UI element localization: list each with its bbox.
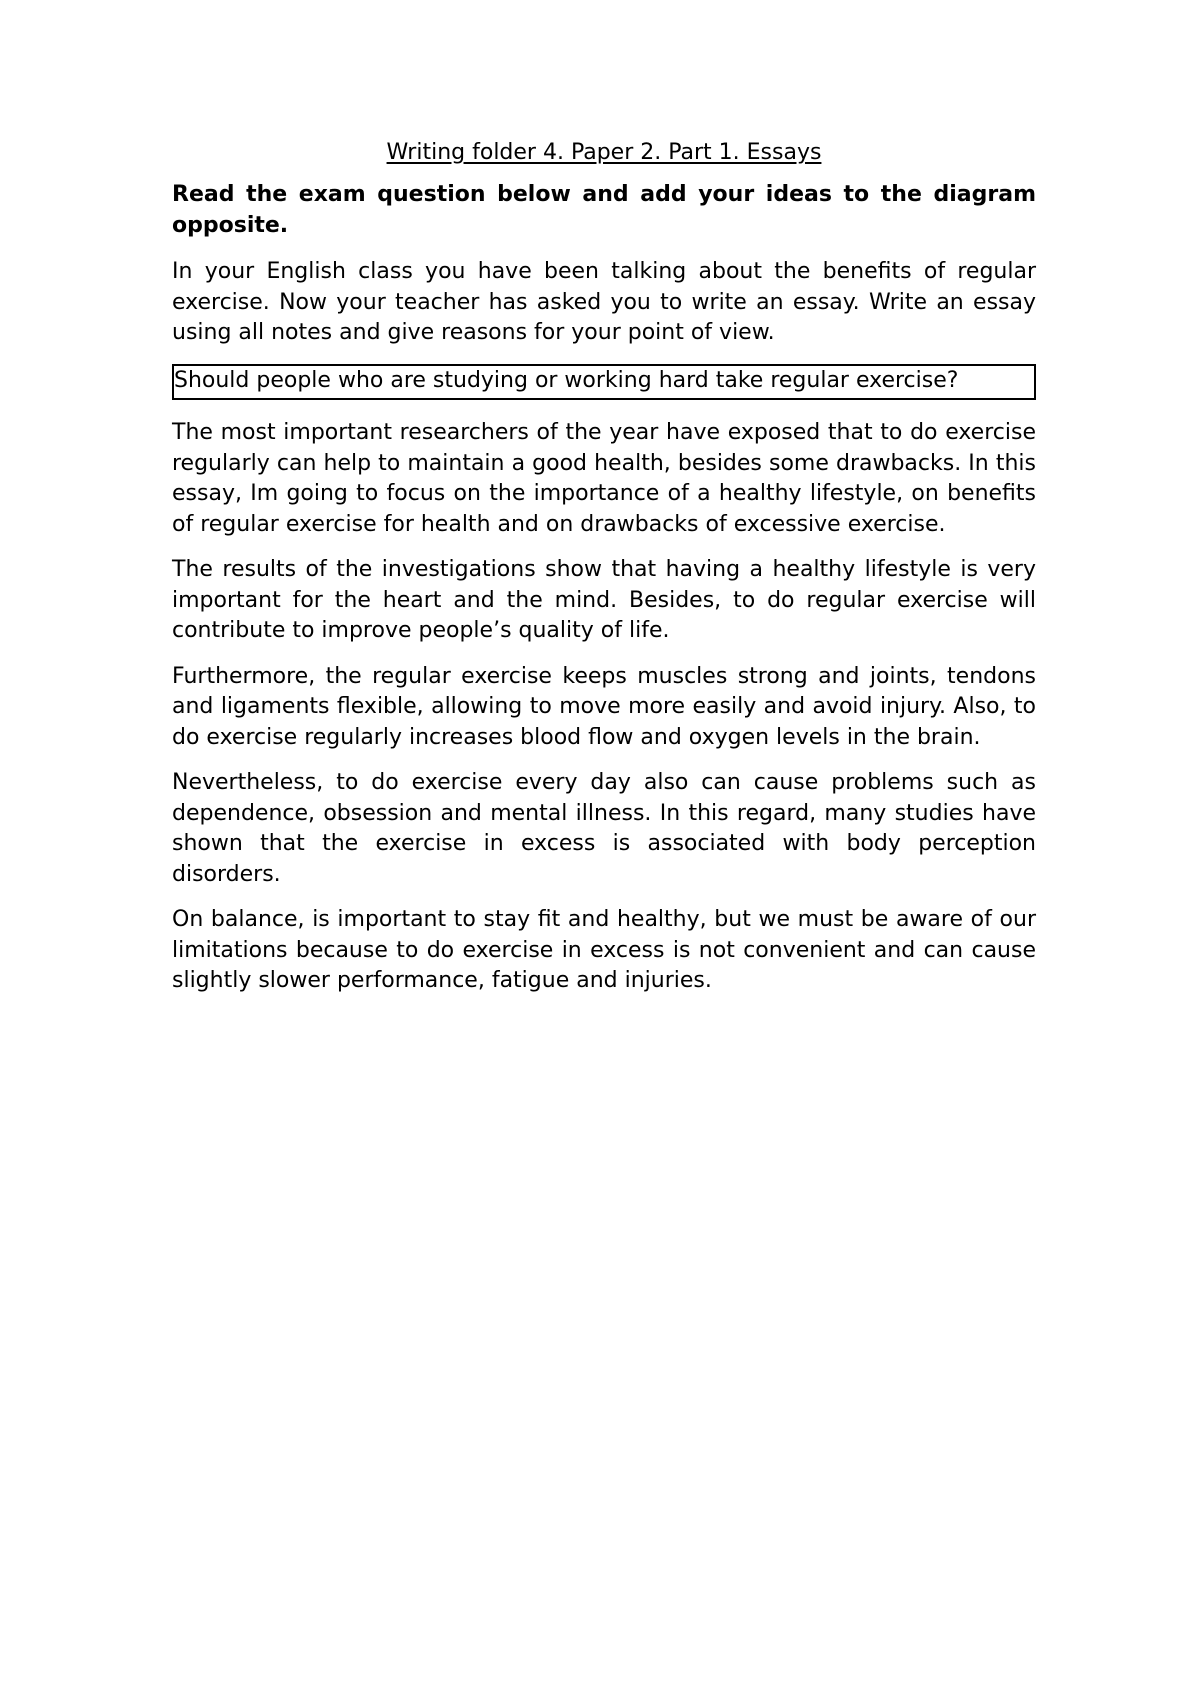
question-box: Should people who are studying or working hard take regular exercise? [172,364,1036,401]
instruction-text: Read the exam question below and add your ideas to the diagram opposite. [172,182,1036,238]
essay-paragraph-1: The most important researchers of the year have exposed that to do exercise regularly can help to maintain a good health, besides some drawbacks. In this essay, Im going to focus on the importance of a healthy lifestyle, on benefits of regular exercise for health and on drawbacks of excessive exercise. [172,420,1036,537]
document-page [172,138,1036,1012]
essay-paragraph-2: The results of the investigations show that having a healthy lifestyle is very important for the heart and the mind. Besides, to do regular exercise will contribute to improve people’s quality of life. [172,557,1036,643]
document-title [172,138,1036,168]
essay-paragraph-4: Nevertheless, to do exercise every day also can cause problems such as dependence, obsession and mental illness. In this regard, many studies have shown that the exercise in excess is associated with body perception disorders. [172,770,1036,887]
document-title-text: Writing folder 4. Paper 2. Part 1. Essays [386,140,822,165]
essay-paragraph-3: Furthermore, the regular exercise keeps muscles strong and joints, tendons and ligaments flexible, allowing to move more easily and avoid injury. Also, to do exercise regularly increases blood flow and oxygen levels in the brain. [172,663,1036,750]
essay-paragraph-5: On balance, is important to stay fit and healthy, but we must be aware of our limitations because to do exercise in excess is not convenient and can cause slightly slower performance, fatigue and injuries. [172,907,1036,993]
task-text: In your English class you have been talking about the benefits of regular exercise. Now your teacher has asked you to write an essay. Write an essay using all notes and give reasons for your point of view. [172,259,1036,345]
